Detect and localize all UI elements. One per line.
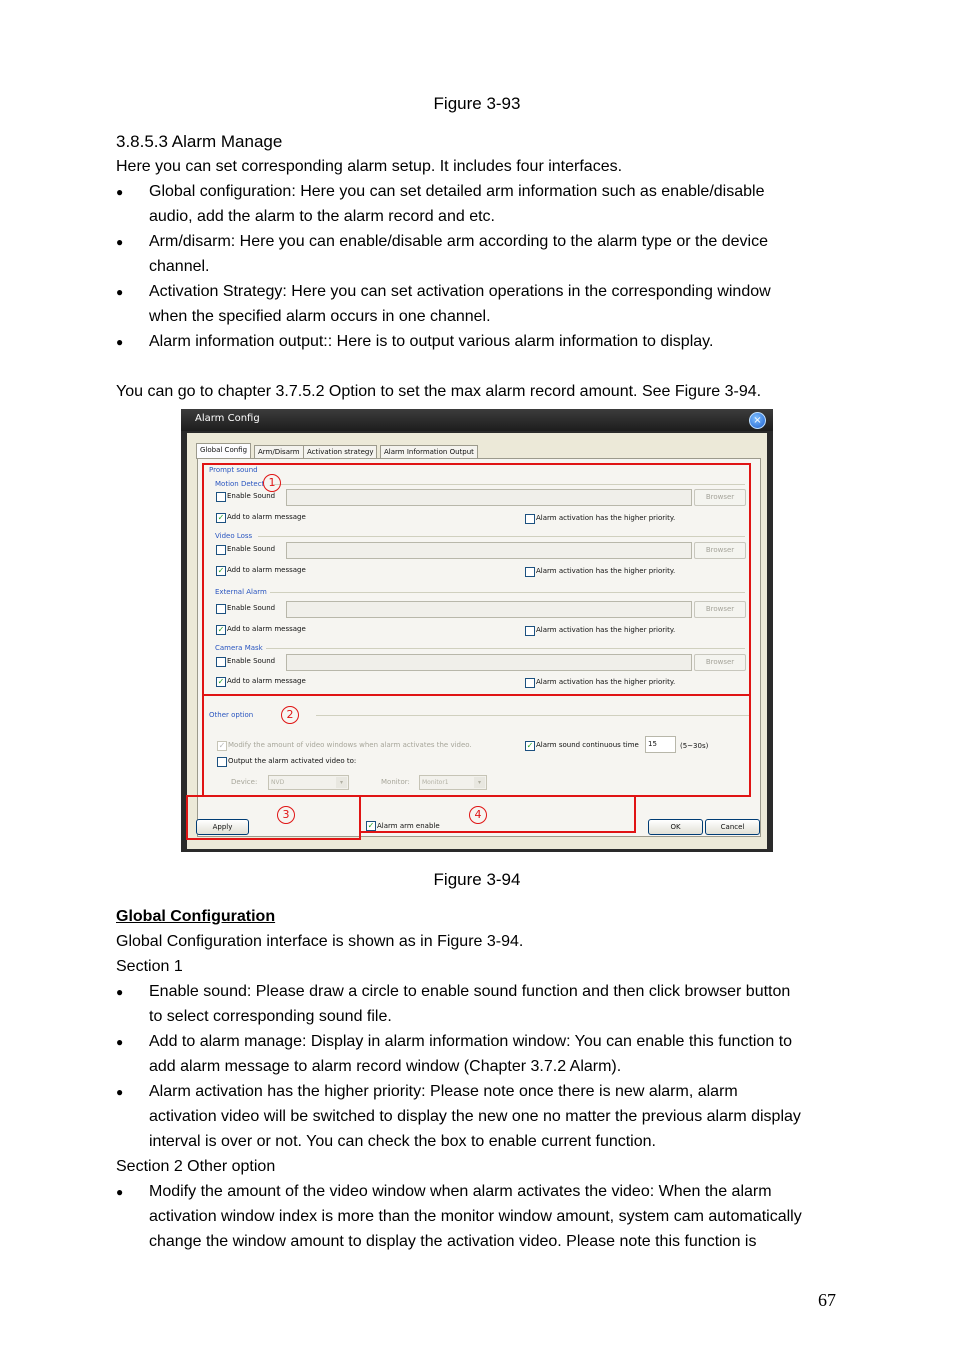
group-label: Video Loss [215,532,253,540]
bullet-text: Global configuration: Here you can set detailed arm information such as enable/disable [149,183,765,200]
alarm-arm-enable-checkbox[interactable]: ✓ [367,821,375,830]
bullet-text: change the window amount to display the activation video. Please note this function is [149,1233,757,1250]
figure-caption: Figure 3-94 [433,870,521,889]
add-alarm-message-checkbox[interactable]: ✓ [217,513,225,522]
tab-arm-disarm[interactable]: Arm/Disarm [254,445,304,458]
section-2-label: Section 2 Other option [116,1158,276,1175]
alarm-config-dialog [181,409,773,852]
ok-button[interactable]: OK [648,819,703,835]
browser-button[interactable]: Browser [694,601,746,618]
bullet-text: Add to alarm manage: Display in alarm information window: You can enable this function to [149,1033,793,1050]
annotation-box-1 [202,463,751,696]
close-icon[interactable]: × [749,412,766,429]
bullet-text: audio, add the alarm to the alarm record and etc. [149,208,495,225]
alarm-arm-enable-label: Alarm arm enable [377,822,440,830]
other-option-label: Other option [209,711,254,719]
enable-sound-label: Enable Sound [227,545,276,553]
dialog-title: Alarm Config [195,413,260,424]
apply-button[interactable]: Apply [196,819,249,835]
annotation-box-3 [186,795,361,840]
group-label: Camera Mask [215,644,263,652]
section-heading: 3.8.5.3 Alarm Manage [116,132,283,151]
higher-priority-label: Alarm activation has the higher priority. [536,514,676,522]
bullet-text: Alarm information output:: Here is to output various alarm information to display. [149,333,714,350]
browser-button[interactable]: Browser [694,654,746,671]
modify-amount-label: Modify the amount of video windows when alarm activates the video. [228,741,472,749]
chevron-down-icon: ▾ [474,777,485,788]
enable-sound-label: Enable Sound [227,492,276,500]
add-alarm-message-checkbox[interactable]: ✓ [217,625,225,634]
enable-sound-label: Enable Sound [227,657,276,665]
bullet-text: activation window index is more than the monitor window amount, system cam automatically [149,1208,802,1225]
add-alarm-message-label: Add to alarm message [227,566,306,574]
higher-priority-label: Alarm activation has the higher priority. [536,678,676,686]
section-1-label: Section 1 [116,958,183,975]
add-alarm-message-checkbox[interactable]: ✓ [217,566,225,575]
bullet-text: interval is over or not. You can check the box to enable current function. [149,1133,656,1150]
annotation-marker-2: 2 [281,706,299,724]
bullet-text: Modify the amount of the video window when alarm activates the video: When the alarm [149,1183,772,1200]
tab-global-config[interactable]: Global Config [196,443,251,459]
enable-sound-label: Enable Sound [227,604,276,612]
group-label: Motion Detect [215,480,265,488]
intro-text: Here you can set corresponding alarm setup. It includes four interfaces. [116,158,623,175]
page-number: 67 [818,1290,836,1310]
annotation-box-4 [359,795,636,833]
global-config-intro: Global Configuration interface is shown as in Figure 3-94. [116,933,524,950]
bullet-text: when the specified alarm occurs in one channel. [149,308,491,325]
annotation-marker-1: 1 [263,474,281,492]
alarm-sound-range: (5~30s) [680,742,709,750]
modify-amount-checkbox[interactable]: ✓ [218,741,226,750]
bullet-text: Arm/disarm: Here you can enable/disable arm according to the alarm type or the device [149,233,768,250]
figure-label-top: Figure 3-93 [433,94,521,113]
monitor-label: Monitor: [381,778,410,786]
browser-button[interactable]: Browser [694,542,746,559]
alarm-sound-time-label: Alarm sound continuous time [536,741,639,749]
alarm-sound-time-input[interactable]: 15 [645,736,676,753]
bullet-dot: ● [116,285,124,299]
higher-priority-label: Alarm activation has the higher priority. [536,567,676,575]
bullet-dot: ● [116,1185,124,1199]
alarm-sound-time-checkbox[interactable]: ✓ [526,741,534,750]
bullet-text: Activation Strategy: Here you can set activation operations in the corresponding window [149,283,771,300]
group-label: External Alarm [215,588,267,596]
annotation-marker-3: 3 [277,806,295,824]
bullet-text: activation video will be switched to display the new one no matter the previous alarm display [149,1108,801,1125]
bullet-text: add alarm message to alarm record window (Chapter 3.7.2 Alarm). [149,1058,622,1075]
bullet-dot: ● [116,235,124,249]
bullet-dot: ● [116,335,124,349]
add-alarm-message-label: Add to alarm message [227,513,306,521]
annotation-marker-4: 4 [469,806,487,824]
bullet-dot: ● [116,185,124,199]
chevron-down-icon: ▾ [336,777,347,788]
device-label: Device: [231,778,258,786]
add-alarm-message-label: Add to alarm message [227,677,306,685]
tab-alarm-info-output[interactable]: Alarm Information Output [380,445,478,458]
bullet-dot: ● [116,985,124,999]
device-value: NVD [271,779,285,786]
prompt-sound-label: Prompt sound [209,466,258,474]
browser-button[interactable]: Browser [694,489,746,506]
dialog-titlebar [181,409,773,431]
bullet-text: channel. [149,258,210,275]
higher-priority-label: Alarm activation has the higher priority. [536,626,676,634]
monitor-value: Monitor1 [422,779,449,786]
bullet-dot: ● [116,1085,124,1099]
add-alarm-message-label: Add to alarm message [227,625,306,633]
bullet-text: Enable sound: Please draw a circle to enable sound function and then click browser button [149,983,791,1000]
output-alarm-label: Output the alarm activated video to: [228,757,357,765]
add-alarm-message-checkbox[interactable]: ✓ [217,677,225,686]
cancel-button[interactable]: Cancel [705,819,760,835]
tab-activation-strategy[interactable]: Activation strategy [303,445,377,458]
bullet-text: Alarm activation has the higher priority: Please note once there is new alarm, alarm [149,1083,738,1100]
bullet-dot: ● [116,1035,124,1049]
bullet-text: to select corresponding sound file. [149,1008,392,1025]
chapter-reference: You can go to chapter 3.7.5.2 Option to set the max alarm record amount. See Figure 3-94. [116,383,762,400]
global-config-heading: Global Configuration [116,908,276,925]
